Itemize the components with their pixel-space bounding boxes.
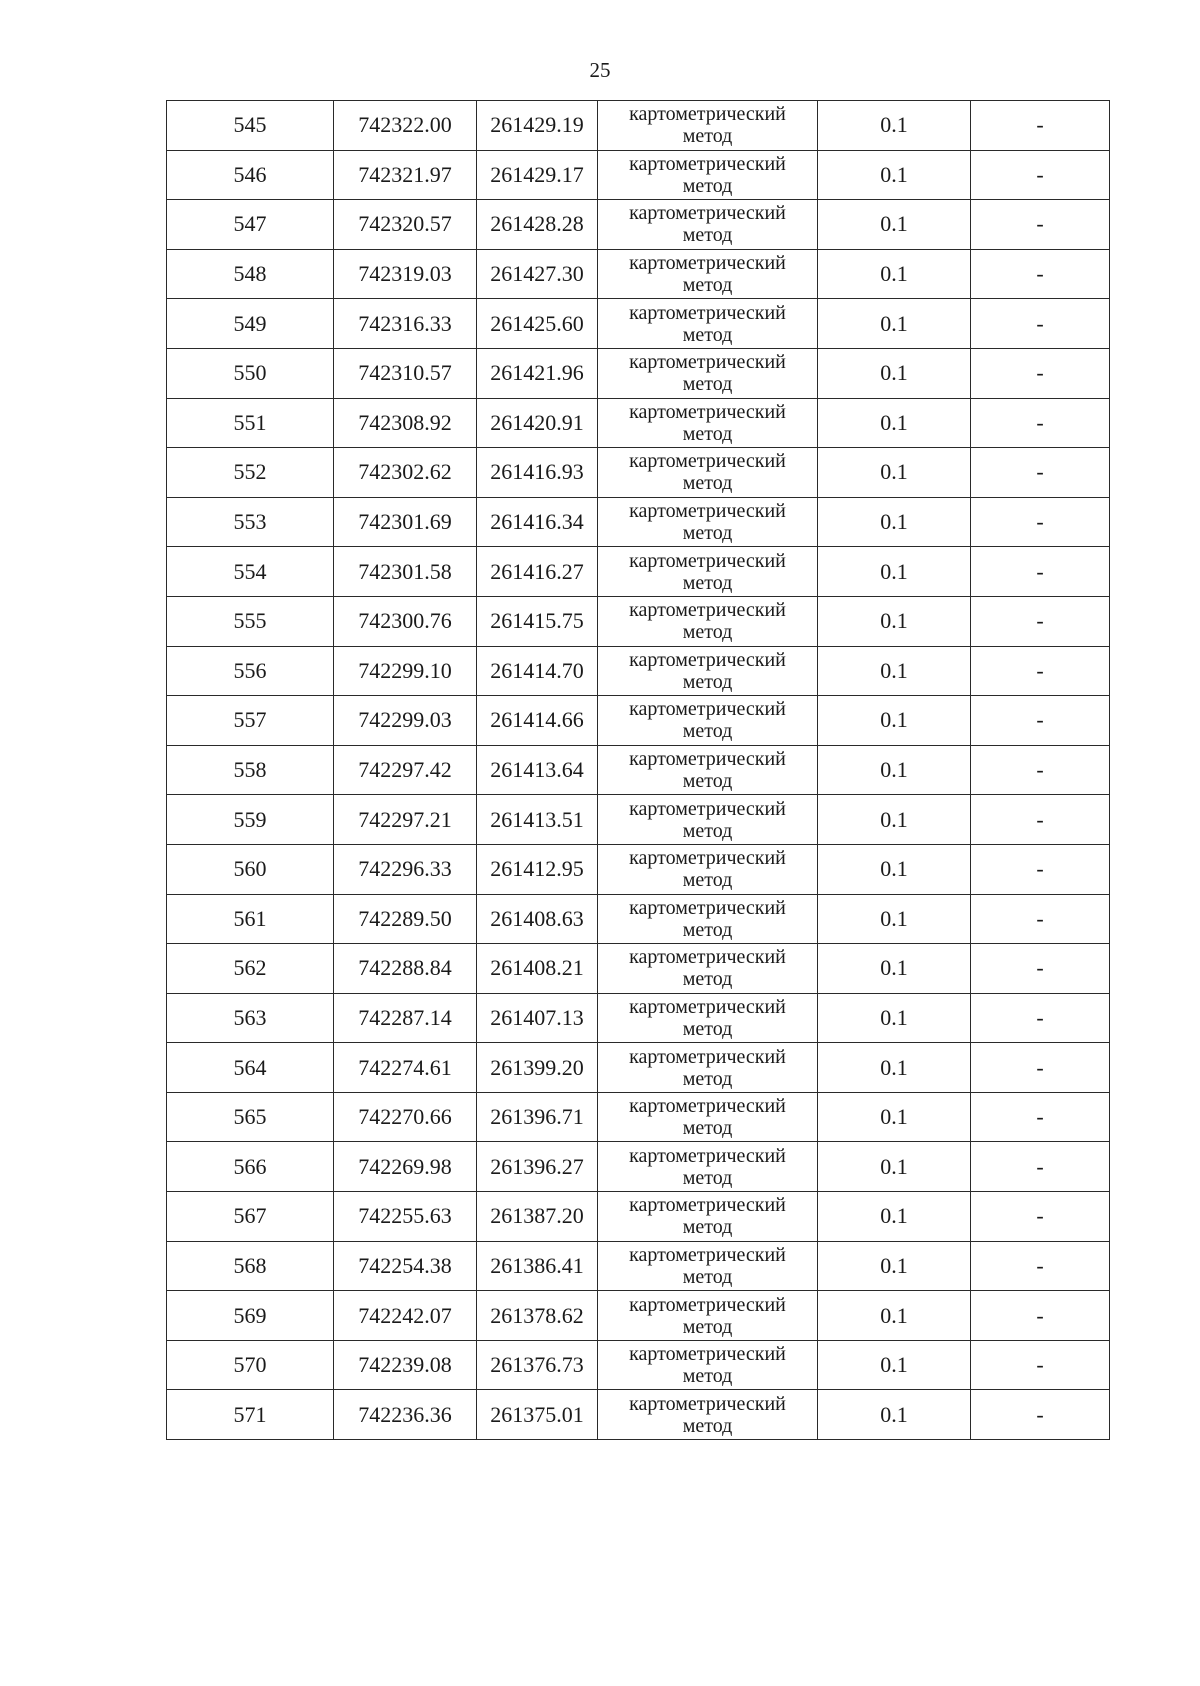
method-text: картометрический — [629, 549, 786, 572]
method-text: картометрический — [629, 1095, 786, 1118]
accuracy-cell: 0.1 — [818, 745, 971, 795]
method-text: метод — [682, 373, 733, 396]
table-row — [167, 596, 1110, 646]
method-cell — [598, 944, 818, 994]
accuracy-cell: 0.1 — [818, 1192, 971, 1242]
method-text: картометрический — [629, 450, 786, 473]
x-coordinate-cell: 742297.21 — [334, 795, 477, 845]
note-cell: - — [971, 200, 1110, 250]
note-cell: - — [971, 646, 1110, 696]
method-text: картометрический — [629, 847, 786, 870]
accuracy-cell: 0.1 — [818, 448, 971, 498]
point-number-cell: 567 — [167, 1192, 334, 1242]
table-row — [167, 448, 1110, 498]
method-cell — [598, 1092, 818, 1142]
method-cell — [598, 1142, 818, 1192]
y-coordinate-cell: 261375.01 — [477, 1390, 598, 1440]
point-number-cell: 558 — [167, 745, 334, 795]
table-row — [167, 1142, 1110, 1192]
accuracy-cell: 0.1 — [818, 646, 971, 696]
method-text: метод — [682, 174, 733, 197]
x-coordinate-cell: 742322.00 — [334, 101, 477, 151]
x-coordinate-cell: 742236.36 — [334, 1390, 477, 1440]
method-cell — [598, 150, 818, 200]
method-text: картометрический — [629, 648, 786, 671]
method-text: метод — [682, 869, 733, 892]
accuracy-cell: 0.1 — [818, 1043, 971, 1093]
method-cell — [598, 448, 818, 498]
x-coordinate-cell: 742288.84 — [334, 944, 477, 994]
point-number-cell: 553 — [167, 497, 334, 547]
table-row — [167, 150, 1110, 200]
method-cell — [598, 1291, 818, 1341]
method-text: картометрический — [629, 301, 786, 324]
method-text: картометрический — [629, 1343, 786, 1366]
accuracy-cell: 0.1 — [818, 348, 971, 398]
method-text: метод — [682, 770, 733, 793]
accuracy-cell: 0.1 — [818, 1390, 971, 1440]
note-cell: - — [971, 1390, 1110, 1440]
method-text: картометрический — [629, 1194, 786, 1217]
table-row — [167, 547, 1110, 597]
y-coordinate-cell: 261429.19 — [477, 101, 598, 151]
method-text: метод — [682, 1265, 733, 1288]
y-coordinate-cell: 261420.91 — [477, 398, 598, 448]
coordinates-table-body — [167, 101, 1110, 1440]
table-row — [167, 299, 1110, 349]
method-text: метод — [682, 571, 733, 594]
point-number-cell: 551 — [167, 398, 334, 448]
x-coordinate-cell: 742321.97 — [334, 150, 477, 200]
method-text: картометрический — [629, 1392, 786, 1415]
note-cell: - — [971, 596, 1110, 646]
y-coordinate-cell: 261407.13 — [477, 993, 598, 1043]
accuracy-cell: 0.1 — [818, 200, 971, 250]
note-cell: - — [971, 150, 1110, 200]
method-cell — [598, 101, 818, 151]
note-cell: - — [971, 1043, 1110, 1093]
method-text: метод — [682, 1117, 733, 1140]
accuracy-cell: 0.1 — [818, 944, 971, 994]
method-text: метод — [682, 819, 733, 842]
x-coordinate-cell: 742301.69 — [334, 497, 477, 547]
method-text: картометрический — [629, 896, 786, 919]
table-row — [167, 844, 1110, 894]
table-row — [167, 1241, 1110, 1291]
note-cell: - — [971, 1291, 1110, 1341]
x-coordinate-cell: 742297.42 — [334, 745, 477, 795]
method-cell — [598, 894, 818, 944]
note-cell: - — [971, 448, 1110, 498]
x-coordinate-cell: 742269.98 — [334, 1142, 477, 1192]
table-row — [167, 646, 1110, 696]
note-cell: - — [971, 1241, 1110, 1291]
x-coordinate-cell: 742242.07 — [334, 1291, 477, 1341]
method-text: метод — [682, 670, 733, 693]
table-row — [167, 745, 1110, 795]
y-coordinate-cell: 261396.71 — [477, 1092, 598, 1142]
point-number-cell: 554 — [167, 547, 334, 597]
point-number-cell: 549 — [167, 299, 334, 349]
point-number-cell: 564 — [167, 1043, 334, 1093]
table-row — [167, 993, 1110, 1043]
note-cell: - — [971, 101, 1110, 151]
method-text: метод — [682, 472, 733, 495]
x-coordinate-cell: 742308.92 — [334, 398, 477, 448]
point-number-cell: 562 — [167, 944, 334, 994]
accuracy-cell: 0.1 — [818, 398, 971, 448]
note-cell: - — [971, 1192, 1110, 1242]
table-row — [167, 1043, 1110, 1093]
table-row — [167, 249, 1110, 299]
x-coordinate-cell: 742296.33 — [334, 844, 477, 894]
note-cell: - — [971, 398, 1110, 448]
accuracy-cell: 0.1 — [818, 696, 971, 746]
method-cell — [598, 596, 818, 646]
x-coordinate-cell: 742316.33 — [334, 299, 477, 349]
method-text: метод — [682, 1166, 733, 1189]
accuracy-cell: 0.1 — [818, 1291, 971, 1341]
x-coordinate-cell: 742320.57 — [334, 200, 477, 250]
table-row — [167, 1390, 1110, 1440]
method-text: метод — [682, 621, 733, 644]
note-cell: - — [971, 1340, 1110, 1390]
table-row — [167, 1092, 1110, 1142]
table-row — [167, 894, 1110, 944]
method-cell — [598, 547, 818, 597]
note-cell: - — [971, 249, 1110, 299]
point-number-cell: 561 — [167, 894, 334, 944]
table-row — [167, 944, 1110, 994]
y-coordinate-cell: 261427.30 — [477, 249, 598, 299]
method-text: метод — [682, 1017, 733, 1040]
note-cell: - — [971, 795, 1110, 845]
y-coordinate-cell: 261399.20 — [477, 1043, 598, 1093]
accuracy-cell: 0.1 — [818, 1092, 971, 1142]
accuracy-cell: 0.1 — [818, 497, 971, 547]
point-number-cell: 560 — [167, 844, 334, 894]
note-cell: - — [971, 745, 1110, 795]
method-text: метод — [682, 125, 733, 148]
y-coordinate-cell: 261416.27 — [477, 547, 598, 597]
method-cell — [598, 299, 818, 349]
coordinates-table — [166, 100, 1110, 1440]
x-coordinate-cell: 742289.50 — [334, 894, 477, 944]
point-number-cell: 565 — [167, 1092, 334, 1142]
method-text: картометрический — [629, 152, 786, 175]
table-row — [167, 795, 1110, 845]
note-cell: - — [971, 696, 1110, 746]
method-text: картометрический — [629, 1144, 786, 1167]
y-coordinate-cell: 261425.60 — [477, 299, 598, 349]
y-coordinate-cell: 261421.96 — [477, 348, 598, 398]
y-coordinate-cell: 261408.63 — [477, 894, 598, 944]
accuracy-cell: 0.1 — [818, 299, 971, 349]
method-text: метод — [682, 918, 733, 941]
method-text: картометрический — [629, 1243, 786, 1266]
method-cell — [598, 993, 818, 1043]
table-row — [167, 348, 1110, 398]
x-coordinate-cell: 742299.03 — [334, 696, 477, 746]
note-cell: - — [971, 547, 1110, 597]
accuracy-cell: 0.1 — [818, 249, 971, 299]
y-coordinate-cell: 261408.21 — [477, 944, 598, 994]
table-row — [167, 1192, 1110, 1242]
method-cell — [598, 1340, 818, 1390]
point-number-cell: 557 — [167, 696, 334, 746]
y-coordinate-cell: 261414.70 — [477, 646, 598, 696]
method-text: картометрический — [629, 1045, 786, 1068]
method-text: метод — [682, 422, 733, 445]
point-number-cell: 555 — [167, 596, 334, 646]
y-coordinate-cell: 261376.73 — [477, 1340, 598, 1390]
method-text: картометрический — [629, 103, 786, 126]
method-cell — [598, 497, 818, 547]
table-row — [167, 101, 1110, 151]
accuracy-cell: 0.1 — [818, 1241, 971, 1291]
point-number-cell: 556 — [167, 646, 334, 696]
x-coordinate-cell: 742239.08 — [334, 1340, 477, 1390]
note-cell: - — [971, 1092, 1110, 1142]
method-text: метод — [682, 968, 733, 991]
x-coordinate-cell: 742299.10 — [334, 646, 477, 696]
method-text: метод — [682, 1067, 733, 1090]
method-text: картометрический — [629, 351, 786, 374]
method-cell — [598, 1241, 818, 1291]
point-number-cell: 568 — [167, 1241, 334, 1291]
x-coordinate-cell: 742274.61 — [334, 1043, 477, 1093]
method-text: картометрический — [629, 946, 786, 969]
note-cell: - — [971, 944, 1110, 994]
y-coordinate-cell: 261416.93 — [477, 448, 598, 498]
y-coordinate-cell: 261428.28 — [477, 200, 598, 250]
accuracy-cell: 0.1 — [818, 894, 971, 944]
y-coordinate-cell: 261429.17 — [477, 150, 598, 200]
y-coordinate-cell: 261415.75 — [477, 596, 598, 646]
x-coordinate-cell: 742254.38 — [334, 1241, 477, 1291]
method-text: картометрический — [629, 698, 786, 721]
method-text: картометрический — [629, 202, 786, 225]
y-coordinate-cell: 261414.66 — [477, 696, 598, 746]
accuracy-cell: 0.1 — [818, 150, 971, 200]
point-number-cell: 545 — [167, 101, 334, 151]
point-number-cell: 563 — [167, 993, 334, 1043]
note-cell: - — [971, 1142, 1110, 1192]
x-coordinate-cell: 742319.03 — [334, 249, 477, 299]
method-text: картометрический — [629, 400, 786, 423]
method-text: картометрический — [629, 599, 786, 622]
method-cell — [598, 1390, 818, 1440]
point-number-cell: 566 — [167, 1142, 334, 1192]
method-text: картометрический — [629, 252, 786, 275]
method-cell — [598, 249, 818, 299]
table-row — [167, 398, 1110, 448]
method-cell — [598, 844, 818, 894]
y-coordinate-cell: 261386.41 — [477, 1241, 598, 1291]
point-number-cell: 559 — [167, 795, 334, 845]
method-text: метод — [682, 1315, 733, 1338]
method-cell — [598, 745, 818, 795]
y-coordinate-cell: 261413.64 — [477, 745, 598, 795]
method-cell — [598, 348, 818, 398]
table-row — [167, 1340, 1110, 1390]
method-cell — [598, 795, 818, 845]
method-cell — [598, 1043, 818, 1093]
point-number-cell: 552 — [167, 448, 334, 498]
note-cell: - — [971, 299, 1110, 349]
x-coordinate-cell: 742301.58 — [334, 547, 477, 597]
method-text: метод — [682, 1216, 733, 1239]
method-text: метод — [682, 522, 733, 545]
method-cell — [598, 200, 818, 250]
point-number-cell: 571 — [167, 1390, 334, 1440]
method-cell — [598, 646, 818, 696]
x-coordinate-cell: 742270.66 — [334, 1092, 477, 1142]
table-row — [167, 696, 1110, 746]
note-cell: - — [971, 894, 1110, 944]
method-text: метод — [682, 1414, 733, 1437]
accuracy-cell: 0.1 — [818, 596, 971, 646]
table-row — [167, 1291, 1110, 1341]
note-cell: - — [971, 844, 1110, 894]
accuracy-cell: 0.1 — [818, 993, 971, 1043]
y-coordinate-cell: 261412.95 — [477, 844, 598, 894]
method-cell — [598, 398, 818, 448]
x-coordinate-cell: 742310.57 — [334, 348, 477, 398]
note-cell: - — [971, 993, 1110, 1043]
method-text: картометрический — [629, 500, 786, 523]
point-number-cell: 550 — [167, 348, 334, 398]
point-number-cell: 546 — [167, 150, 334, 200]
x-coordinate-cell: 742300.76 — [334, 596, 477, 646]
method-text: метод — [682, 323, 733, 346]
method-text: картометрический — [629, 797, 786, 820]
method-text: картометрический — [629, 1293, 786, 1316]
accuracy-cell: 0.1 — [818, 1142, 971, 1192]
method-cell — [598, 696, 818, 746]
method-cell — [598, 1192, 818, 1242]
x-coordinate-cell: 742302.62 — [334, 448, 477, 498]
note-cell: - — [971, 348, 1110, 398]
table-row — [167, 200, 1110, 250]
y-coordinate-cell: 261387.20 — [477, 1192, 598, 1242]
point-number-cell: 570 — [167, 1340, 334, 1390]
method-text: картометрический — [629, 748, 786, 771]
method-text: метод — [682, 274, 733, 297]
y-coordinate-cell: 261378.62 — [477, 1291, 598, 1341]
method-text: метод — [682, 224, 733, 247]
note-cell: - — [971, 497, 1110, 547]
method-text: картометрический — [629, 995, 786, 1018]
y-coordinate-cell: 261396.27 — [477, 1142, 598, 1192]
point-number-cell: 547 — [167, 200, 334, 250]
accuracy-cell: 0.1 — [818, 795, 971, 845]
x-coordinate-cell: 742255.63 — [334, 1192, 477, 1242]
table-row — [167, 497, 1110, 547]
page-number: 25 — [589, 58, 611, 82]
y-coordinate-cell: 261416.34 — [477, 497, 598, 547]
y-coordinate-cell: 261413.51 — [477, 795, 598, 845]
accuracy-cell: 0.1 — [818, 844, 971, 894]
point-number-cell: 548 — [167, 249, 334, 299]
accuracy-cell: 0.1 — [818, 101, 971, 151]
method-text: метод — [682, 1365, 733, 1388]
method-text: метод — [682, 720, 733, 743]
accuracy-cell: 0.1 — [818, 547, 971, 597]
x-coordinate-cell: 742287.14 — [334, 993, 477, 1043]
point-number-cell: 569 — [167, 1291, 334, 1341]
accuracy-cell: 0.1 — [818, 1340, 971, 1390]
